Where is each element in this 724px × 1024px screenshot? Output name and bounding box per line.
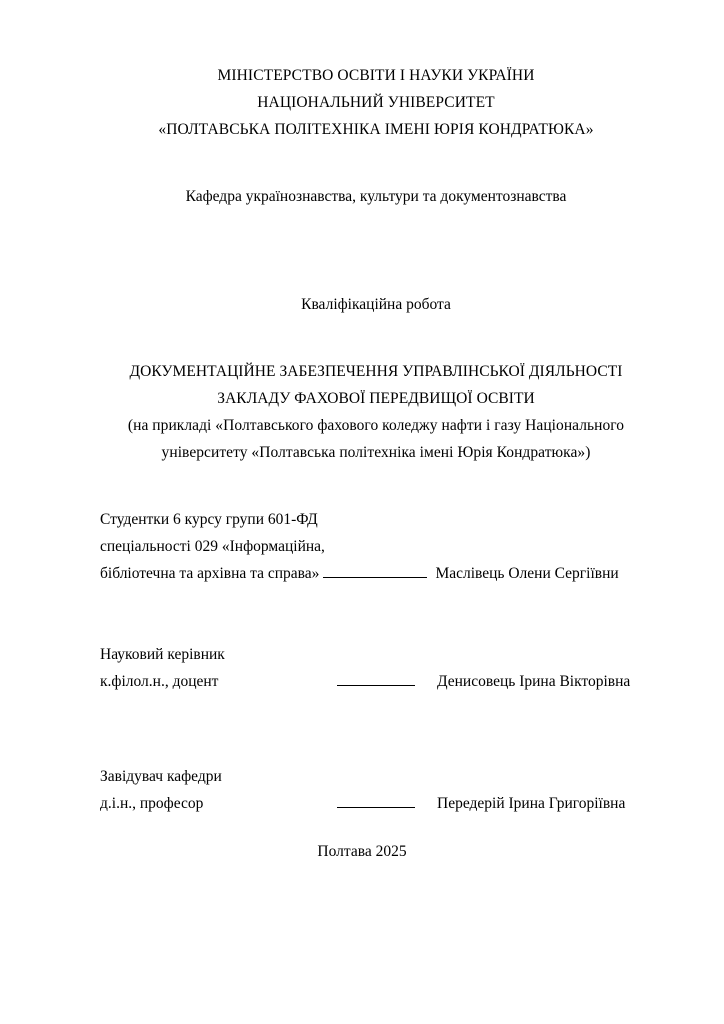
student-specialty-line: спеціальності 029 «Інформаційна, [100,538,325,555]
supervisor-signature-cell [315,668,437,695]
supervisor-degree: к.філол.н., доцент [100,673,219,690]
student-course-line: Студентки 6 курсу групи 601-ФД [100,511,318,528]
spacer-after-header [100,143,652,183]
spacer-extra-2 [100,749,652,763]
university-line: НАЦІОНАЛЬНИЙ УНІВЕРСИТЕТ [257,94,495,111]
head-name: Передерій Ірина Григоріївна [437,795,626,812]
title-line-4: університету «Полтавська політехніка імені Юрія Кондратюка») [161,444,591,461]
title-line-2: ЗАКЛАДУ ФАХОВОЇ ПЕРЕДВИЩОЇ ОСВІТИ [217,390,535,407]
student-specialty-continued: бібліотечна та архівна та справа» [100,565,320,582]
supervisor-role: Науковий керівник [100,646,225,663]
thesis-title [100,358,652,466]
student-name: Маслівець Олени Сергіївни [435,565,619,582]
spacer-after-title [100,466,652,506]
department-line: Кафедра українознавства, культури та документознавства [185,188,567,205]
supervisor-signature-line [337,685,415,686]
ministry-line: МІНІСТЕРСТВО ОСВІТИ І НАУКИ УКРАЇНИ [217,67,535,84]
document-content [100,62,652,817]
spacer-extra-1 [100,264,652,291]
head-role: Завідувач кафедри [100,768,222,785]
head-of-department-block [100,763,652,817]
student-name-row [100,560,652,587]
student-block [100,506,652,587]
supervisor-block [100,641,652,695]
title-line-3: (на прикладі «Полтавського фахового коледжу нафти і газу Національного [127,417,625,434]
head-signature-line [337,807,415,808]
student-signature-line [323,577,427,578]
spacer-after-supervisor [100,695,652,749]
title-line-1: ДОКУМЕНТАЦІЙНЕ ЗАБЕЗПЕЧЕННЯ УПРАВЛІНСЬКОЇ ДІЯЛЬНОСТІ [129,363,623,380]
supervisor-row [100,668,652,695]
spacer-after-student [100,587,652,641]
spacer-after-work-type [100,318,652,358]
head-degree: д.і.н., професор [100,795,204,812]
supervisor-name: Денисовець Ірина Вікторівна [437,673,631,690]
head-signature-cell [315,790,437,817]
head-row [100,790,652,817]
work-type-line: Кваліфікаційна робота [301,296,451,313]
city-year-footer: Полтава 2025 [317,843,407,860]
spacer-after-department [100,210,652,264]
institution-header [100,62,652,143]
university-name-line: «ПОЛТАВСЬКА ПОЛІТЕХНІКА ІМЕНІ ЮРІЯ КОНДРАТЮКА» [158,121,594,138]
